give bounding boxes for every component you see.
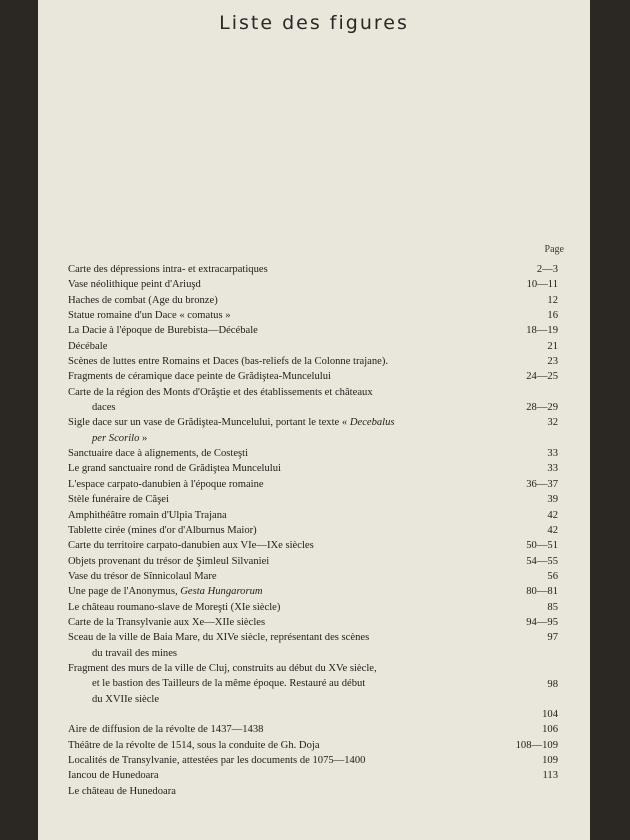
figure-title: Sanctuaire dace à alignements, de Costeşti	[68, 448, 249, 460]
figure-title: Décébale	[68, 340, 108, 352]
figure-title-continuation: per Scorilo »	[92, 432, 148, 444]
figure-title: Amphithéâtre romain d'Ulpia Trajana	[68, 509, 227, 521]
figure-page-number: 42	[547, 509, 558, 521]
figure-title: Sigle dace sur un vase de Grădiştea-Muncelului, portant le texte «	[68, 417, 348, 429]
figure-entry	[68, 538, 564, 553]
figure-entry	[68, 339, 564, 354]
figure-title: La Dacie à l'époque de Burebista—Décébale	[68, 325, 258, 337]
figure-page-number: 10—11	[526, 279, 558, 291]
figure-entry	[68, 323, 564, 338]
figure-title: Le château roumano-slave de Moreşti (XIe siècle)	[68, 601, 281, 613]
figure-title-italic: Decebalus	[347, 417, 395, 429]
figure-page-number: 39	[547, 494, 558, 506]
figure-entry	[68, 354, 564, 369]
figure-title: Carte de la région des Monts d'Orăştie et des établissements et châteaux	[68, 386, 373, 398]
figure-page-number: 21	[547, 340, 558, 352]
figure-title: L'espace carpato-danubien à l'époque romaine	[68, 478, 264, 490]
figure-title: Statue romaine d'un Dace « comatus »	[68, 310, 231, 322]
figure-page-number: 97	[547, 632, 558, 644]
figure-entry	[68, 554, 564, 569]
figure-entry	[68, 523, 564, 538]
figure-title: Vase du trésor de Sînnicolaul Mare	[68, 570, 217, 582]
figure-title: Haches de combat (Age du bronze)	[68, 294, 218, 306]
figure-title: Fragments de céramique dace peinte de Grădiştea-Muncelului	[68, 371, 331, 383]
figure-entry	[68, 753, 564, 768]
figure-page-number: 24—25	[526, 371, 558, 383]
figure-entry	[68, 277, 564, 292]
document-page	[38, 0, 590, 840]
figure-title-continuation: du XVIIe siècle	[92, 693, 160, 705]
figure-entry	[68, 768, 564, 783]
figure-title: Une page de l'Anonymus,	[68, 586, 178, 598]
figure-entry	[68, 461, 564, 476]
figure-page-number: 106	[542, 724, 558, 736]
figure-title: Vase néolithique peint d'Ariuşd	[68, 279, 201, 291]
figure-page-number: 33	[547, 448, 558, 460]
figure-entry	[68, 492, 564, 507]
figure-page-number: 23	[547, 356, 558, 368]
figure-page-number: 33	[547, 463, 558, 475]
figure-title: Tablette cirée (mines d'or d'Alburnus Maior)	[68, 524, 257, 536]
figure-entry	[68, 385, 564, 416]
figure-page-number: 108—109	[515, 739, 558, 751]
figure-entry	[68, 784, 564, 799]
figure-page-number: 12	[547, 294, 558, 306]
figure-title: Carte de la Transylvanie aux Xe—XIIe siècles	[68, 616, 266, 628]
figure-title: Sceau de la ville de Baia Mare, du XIVe siècle, représentant des scènes	[68, 632, 370, 644]
figure-title-continuation: daces	[92, 402, 116, 414]
figure-entry	[68, 722, 564, 737]
figure-page-number: 80—81	[526, 586, 558, 598]
figure-page-number: 56	[547, 570, 558, 582]
figure-title: Scènes de luttes entre Romains et Daces (bas-reliefs de la Colonne trajane).	[68, 356, 389, 368]
figure-entry	[68, 738, 564, 753]
figure-page-number: 104	[542, 708, 558, 720]
figure-page-number: 50—51	[526, 540, 558, 552]
figure-entry	[68, 615, 564, 630]
figure-entry	[68, 262, 564, 277]
figure-title-continuation: du travail des mines	[92, 647, 178, 659]
figure-title-italic: Gesta Hungarorum	[177, 586, 263, 598]
figure-title: Théâtre de la révolte de 1514, sous la conduite de Gh. Doja	[68, 739, 320, 751]
figure-title: Carte des dépressions intra- et extracarpatiques	[68, 264, 268, 275]
figure-title: Fragment des murs de la ville de Cluj, construits au début du XVe siècle,	[68, 662, 377, 674]
figure-page-number: 36—37	[526, 478, 558, 490]
figure-page-number: 42	[547, 524, 558, 536]
figure-page-number: 98	[547, 678, 558, 690]
figure-page-number: 109	[542, 755, 558, 766]
figure-title: Localités de Transylvanie, attestées par les documents de 1075—1400	[68, 755, 366, 766]
figure-entry	[68, 293, 564, 308]
figure-entry	[68, 369, 564, 384]
figure-entry	[68, 308, 564, 323]
figure-entry	[68, 446, 564, 461]
figure-entry	[68, 415, 564, 446]
figure-entry	[68, 477, 564, 492]
figure-entry	[68, 707, 564, 722]
figure-page-number: 28—29	[526, 402, 558, 414]
figure-title: Objets provenant du trésor de Şimleul Silvaniei	[68, 555, 270, 567]
figure-page-number: 94—95	[526, 616, 558, 628]
figure-entry	[68, 508, 564, 523]
figure-entry	[68, 661, 564, 707]
figure-title: Le grand sanctuaire rond de Grădiştea Muncelului	[68, 463, 281, 475]
figure-title: Iancou de Hunedoara	[68, 770, 159, 782]
figure-page-number: 113	[542, 770, 558, 782]
figure-entry	[68, 630, 564, 661]
figure-list	[68, 262, 564, 799]
figure-entry	[68, 569, 564, 584]
figure-page-number: 18—19	[526, 325, 558, 337]
figure-entry	[68, 600, 564, 615]
page-title: Liste des figures	[219, 12, 409, 34]
figure-title: Aire de diffusion de la révolte de 1437—1438	[68, 724, 264, 736]
figure-entry	[68, 584, 564, 599]
figure-page-number: 85	[547, 601, 558, 613]
figure-title: Carte du territoire carpato-danubien aux VIe—IXe siècles	[68, 540, 314, 552]
figure-title: Stèle funéraire de Căşei	[68, 494, 169, 506]
figure-page-number: 32	[547, 417, 558, 429]
page-column-header: Page	[544, 244, 564, 255]
figure-page-number: 2—3	[536, 264, 558, 275]
figure-title: Le château de Hunedoara	[68, 785, 176, 797]
figure-page-number: 16	[547, 310, 558, 322]
figure-page-number: 54—55	[526, 555, 558, 567]
figure-title-continuation: et le bastion des Tailleurs de la même époque. Restauré au début	[92, 678, 366, 690]
